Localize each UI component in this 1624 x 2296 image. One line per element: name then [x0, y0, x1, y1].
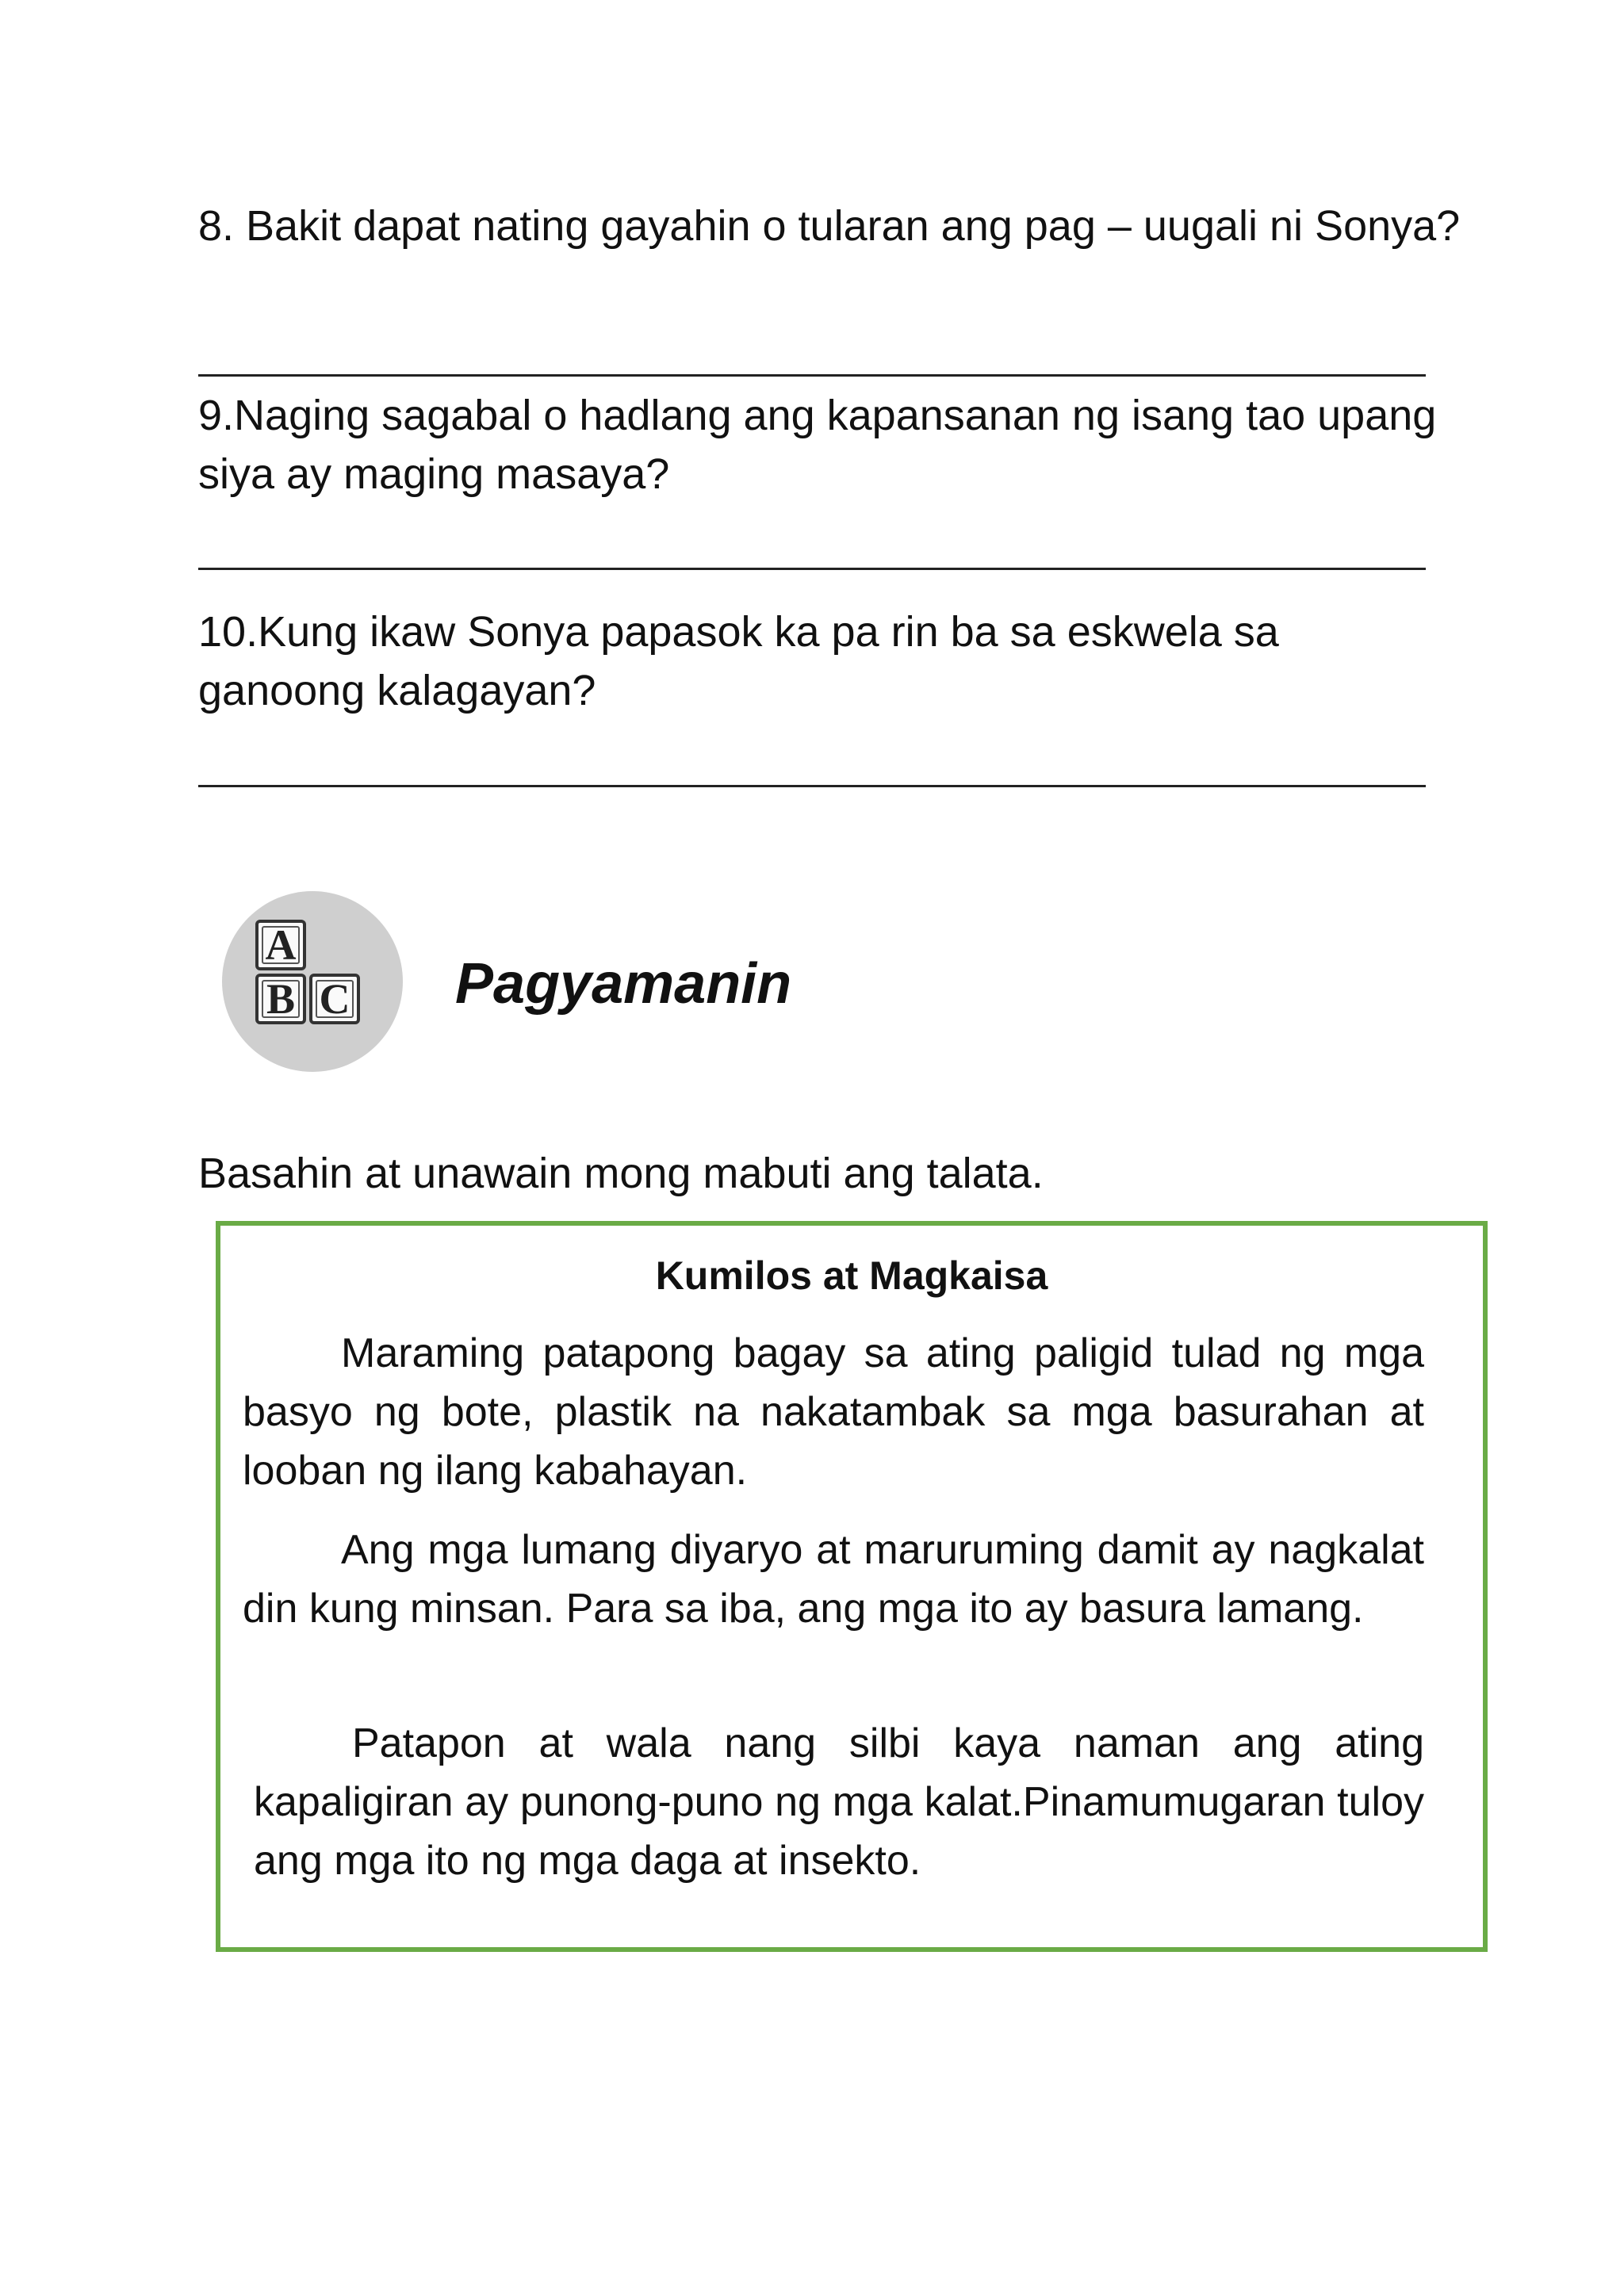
block-c: C — [309, 974, 360, 1024]
block-a: A — [255, 920, 306, 970]
answer-line-8[interactable] — [198, 374, 1426, 377]
answer-line-9[interactable] — [198, 568, 1426, 570]
section-title: Pagyamanin — [455, 952, 792, 1016]
passage-paragraph-2: Ang mga lumang diyaryo at maruruming damit ay nagkalat din kung minsan. Para sa iba, ang mga ito ay basura lamang. — [243, 1527, 1424, 1632]
question-9: 9.Naging sagabal o hadlang ang kapansanan ng isang tao upang siya ay maging masaya? — [198, 392, 1437, 498]
instruction-text: Basahin at unawain mong mabuti ang talata. — [198, 1150, 1044, 1197]
passage-paragraph-1: Maraming patapong bagay sa ating paligid tulad ng mga basyo ng bote, plastik na nakatambak sa mga basurahan at looban ng ilang kabahayan. — [243, 1330, 1424, 1494]
answer-line-10[interactable] — [198, 785, 1426, 787]
question-8: 8. Bakit dapat nating gayahin o tularan ang pag – uugali ni Sonya? — [198, 202, 1461, 250]
passage-title: Kumilos at Magkaisa — [655, 1253, 1048, 1298]
block-b: B — [255, 974, 306, 1024]
abc-blocks-icon — [222, 891, 403, 1072]
passage-paragraph-3: Patapon at wala nang silbi kaya naman ang ating kapaligiran ay punong-puno ng mga kalat.Pinamumugaran tuloy ang mga ito ng mga daga at insekto. — [254, 1720, 1424, 1884]
question-10: 10.Kung ikaw Sonya papasok ka pa rin ba sa eskwela sa ganoong kalagayan? — [198, 608, 1279, 714]
passage-box — [216, 1221, 1488, 1952]
